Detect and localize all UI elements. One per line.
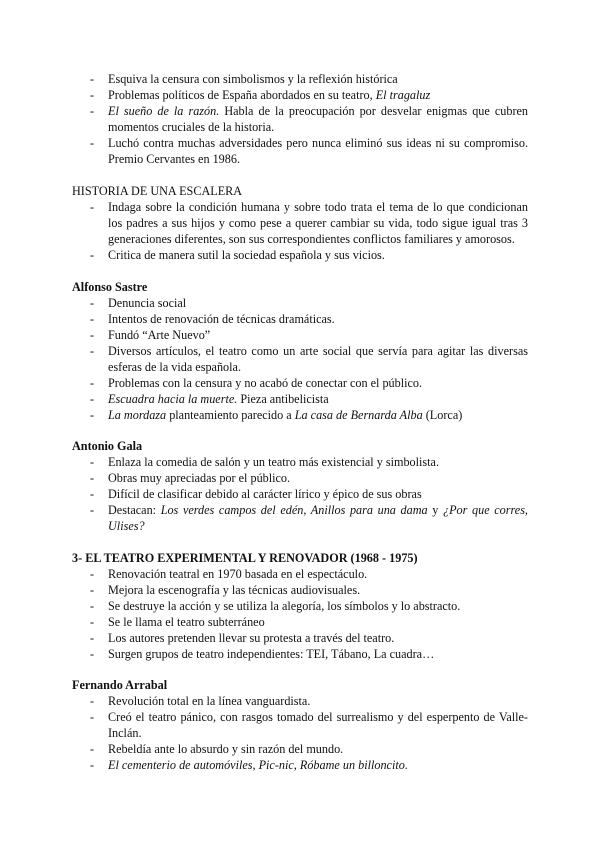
list-item: - Diversos artículos, el teatro como un arte social que servía para agitar las diversas esferas de la vida española. bbox=[0, 343, 600, 375]
list-item: - Revolución total en la línea vanguardista. bbox=[0, 693, 600, 709]
list-item: - Difícil de clasificar debido al carácter lírico y épico de sus obras bbox=[0, 486, 600, 502]
item-text: Destacan: bbox=[108, 503, 161, 517]
list-item: - Se le llama el teatro subterráneo bbox=[0, 614, 600, 630]
work-title: El cementerio de automóviles, Pic-nic, Róbame un billoncito. bbox=[108, 758, 408, 772]
item-text: y bbox=[427, 503, 443, 517]
list-item bbox=[0, 87, 600, 103]
list-item: - Renovación teatral en 1970 basada en el espectáculo. bbox=[0, 566, 600, 582]
experimental-heading: 3- EL TEATRO EXPERIMENTAL Y RENOVADOR (1968 - 1975) bbox=[72, 551, 418, 565]
work-title: La casa de Bernarda Alba bbox=[294, 408, 423, 422]
gala-list bbox=[0, 454, 600, 534]
sastre-list bbox=[0, 295, 600, 423]
buero-vallejo-list bbox=[0, 71, 600, 167]
list-item: - Denuncia social bbox=[0, 295, 600, 311]
historia-list bbox=[0, 199, 600, 263]
experimental-list bbox=[0, 566, 600, 662]
list-item: - Intentos de renovación de técnicas dramáticas. bbox=[0, 311, 600, 327]
arrabal-list bbox=[0, 693, 600, 773]
list-item: - Critica de manera sutil la sociedad española y sus vicios. bbox=[0, 247, 600, 263]
work-title: El tragaluz bbox=[375, 88, 431, 102]
sastre-heading: Alfonso Sastre bbox=[72, 280, 148, 294]
item-text: Problemas políticos de España abordados en su teatro, bbox=[108, 88, 376, 102]
list-item: - Obras muy apreciadas por el público. bbox=[0, 470, 600, 486]
list-item: - Luchó contra muchas adversidades pero nunca eliminó sus ideas ni su compromiso. Premio Cervantes en 1986. bbox=[0, 135, 600, 167]
list-item bbox=[0, 103, 600, 135]
work-title: Escuadra hacia la muerte. bbox=[108, 392, 238, 406]
list-item: - Creó el teatro pánico, con rasgos tomado del surrealismo y del esperpento de Valle-Inclán. bbox=[0, 709, 600, 741]
historia-heading: HISTORIA DE UNA ESCALERA bbox=[72, 184, 243, 198]
list-item: - Fundó “Arte Nuevo” bbox=[0, 327, 600, 343]
item-text: planteamiento parecido a bbox=[166, 408, 295, 422]
item-text: Pieza antibelicista bbox=[237, 392, 329, 406]
item-text: Habla de la preocupación por desvelar enigmas que cubren momentos cruciales de la historia. bbox=[108, 104, 529, 134]
list-item: - Surgen grupos de teatro independientes: TEI, Tábano, La cuadra… bbox=[0, 646, 600, 662]
list-item bbox=[0, 391, 600, 407]
work-title: El sueño de la razón. bbox=[108, 104, 220, 118]
arrabal-heading: Fernando Arrabal bbox=[72, 678, 168, 692]
item-text: (Lorca) bbox=[422, 408, 463, 422]
list-item: - Mejora la escenografía y las técnicas audiovisuales. bbox=[0, 582, 600, 598]
gala-heading: Antonio Gala bbox=[72, 439, 143, 453]
list-item bbox=[0, 502, 600, 534]
list-item: - Problemas con la censura y no acabó de conectar con el público. bbox=[0, 375, 600, 391]
list-item bbox=[0, 407, 600, 423]
list-item: - Los autores pretenden llevar su protesta a través del teatro. bbox=[0, 630, 600, 646]
list-item: - Enlaza la comedia de salón y un teatro más existencial y simbolista. bbox=[0, 454, 600, 470]
list-item: - Rebeldía ante lo absurdo y sin razón del mundo. bbox=[0, 741, 600, 757]
work-title: Los verdes campos del edén, Anillos para una dama bbox=[160, 503, 428, 517]
list-item: - Indaga sobre la condición humana y sobre todo trata el tema de lo que condicionan los padres a sus hijos y como pese a querer cambiar su vida, todo sigue igual tras 3 generaciones diferentes, son sus correspondientes conflictos familiares y amorosos. bbox=[0, 199, 600, 247]
work-title: La mordaza bbox=[108, 408, 167, 422]
work-title: ¿Por que corres, Ulises? bbox=[108, 503, 528, 533]
list-item: - Se destruye la acción y se utiliza la alegoría, los símbolos y lo abstracto. bbox=[0, 598, 600, 614]
list-item: - Esquiva la censura con simbolismos y la reflexión histórica bbox=[0, 71, 600, 87]
list-item bbox=[0, 757, 600, 773]
